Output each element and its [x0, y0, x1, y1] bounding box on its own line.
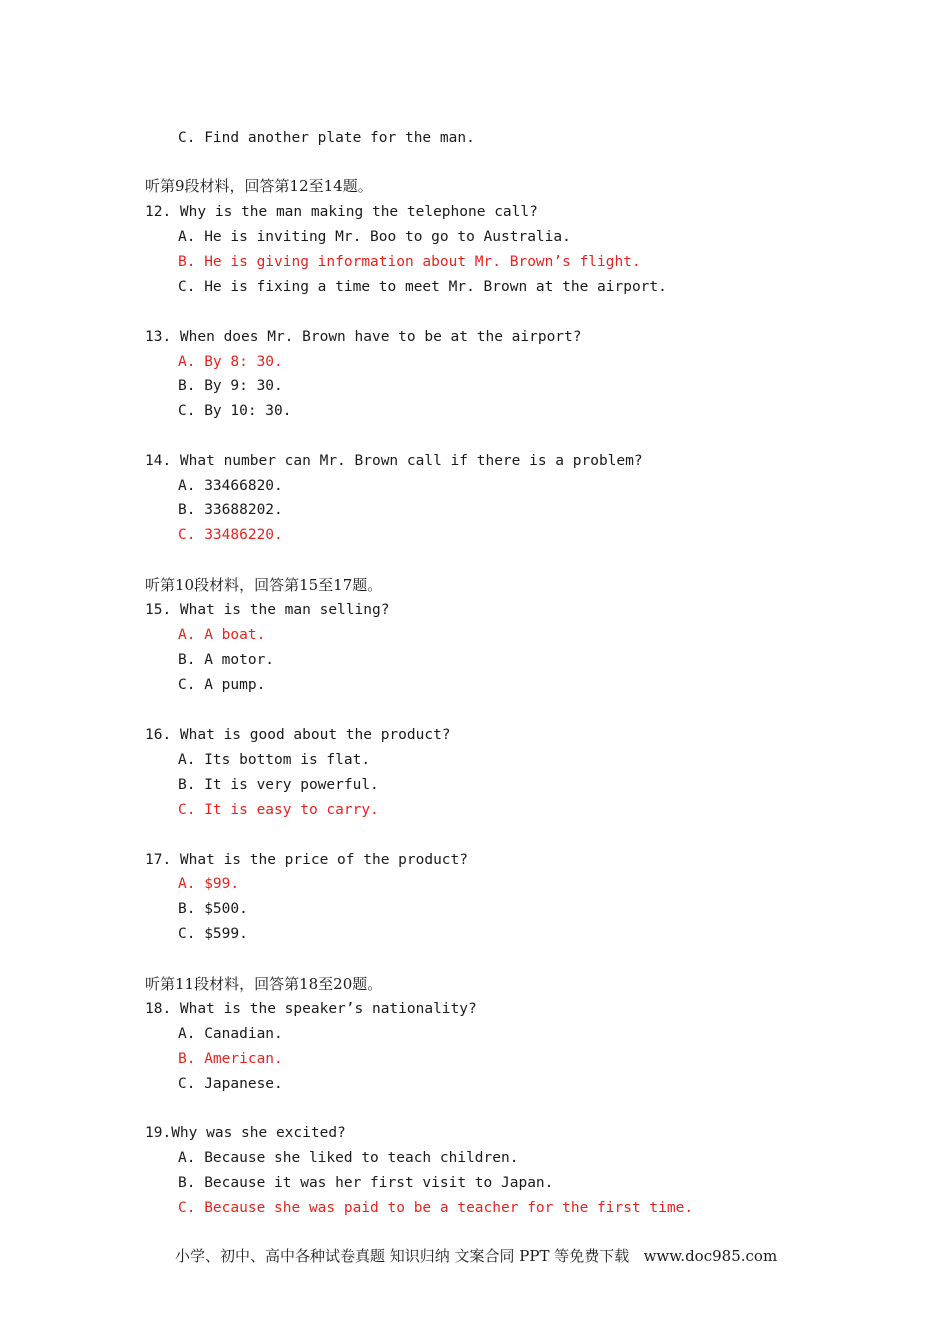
answer-option-line: A. By 8: 30.	[178, 354, 283, 370]
option-line: C. By 10: 30.	[178, 403, 292, 419]
option-line: A. Because she liked to teach children.	[178, 1150, 519, 1166]
page-footer: 小学、初中、高中各种试卷真题 知识归纳 文案合同 PPT 等免费下载 www.doc985.com	[175, 1247, 778, 1265]
option-line: A. Canadian.	[178, 1026, 283, 1042]
answer-option-line: A. $99.	[178, 876, 240, 892]
option-line: C. He is fixing a time to meet Mr. Brown at the airport.	[178, 279, 667, 295]
option-line: B. $500.	[178, 901, 248, 917]
question-line: 12. Why is the man making the telephone call?	[145, 204, 538, 220]
question-line: 17. What is the price of the product?	[145, 852, 469, 868]
section-heading: 听第10段材料，回答第15至17题。	[145, 576, 383, 594]
section-heading: 听第11段材料，回答第18至20题。	[145, 975, 383, 993]
answer-option-line: C. Because she was paid to be a teacher for the first time.	[178, 1200, 694, 1216]
answer-option-line: C. 33486220.	[178, 527, 283, 543]
question-line: 16. What is good about the product?	[145, 727, 451, 743]
option-line: C. $599.	[178, 926, 248, 942]
answer-option-line: B. American.	[178, 1051, 283, 1067]
option-line: A. 33466820.	[178, 478, 283, 494]
option-line: B. It is very powerful.	[178, 777, 379, 793]
answer-option-line: A. A boat.	[178, 627, 266, 643]
option-line: B. 33688202.	[178, 502, 283, 518]
option-line: A. Its bottom is flat.	[178, 752, 371, 768]
answer-option-line: C. It is easy to carry.	[178, 802, 379, 818]
option-line: C. Find another plate for the man.	[178, 130, 475, 146]
section-heading: 听第9段材料，回答第12至14题。	[145, 177, 373, 195]
question-line: 19.Why was she excited?	[145, 1125, 346, 1141]
option-line: A. He is inviting Mr. Boo to go to Australia.	[178, 229, 571, 245]
question-line: 13. When does Mr. Brown have to be at the airport?	[145, 329, 582, 345]
option-line: C. A pump.	[178, 677, 266, 693]
option-line: B. Because it was her first visit to Japan.	[178, 1175, 554, 1191]
question-line: 15. What is the man selling?	[145, 602, 390, 618]
option-line: B. A motor.	[178, 652, 275, 668]
question-line: 14. What number can Mr. Brown call if there is a problem?	[145, 453, 643, 469]
answer-option-line: B. He is giving information about Mr. Brown’s flight.	[178, 254, 641, 270]
question-line: 18. What is the speaker’s nationality?	[145, 1001, 477, 1017]
option-line: C. Japanese.	[178, 1076, 283, 1092]
option-line: B. By 9: 30.	[178, 378, 283, 394]
